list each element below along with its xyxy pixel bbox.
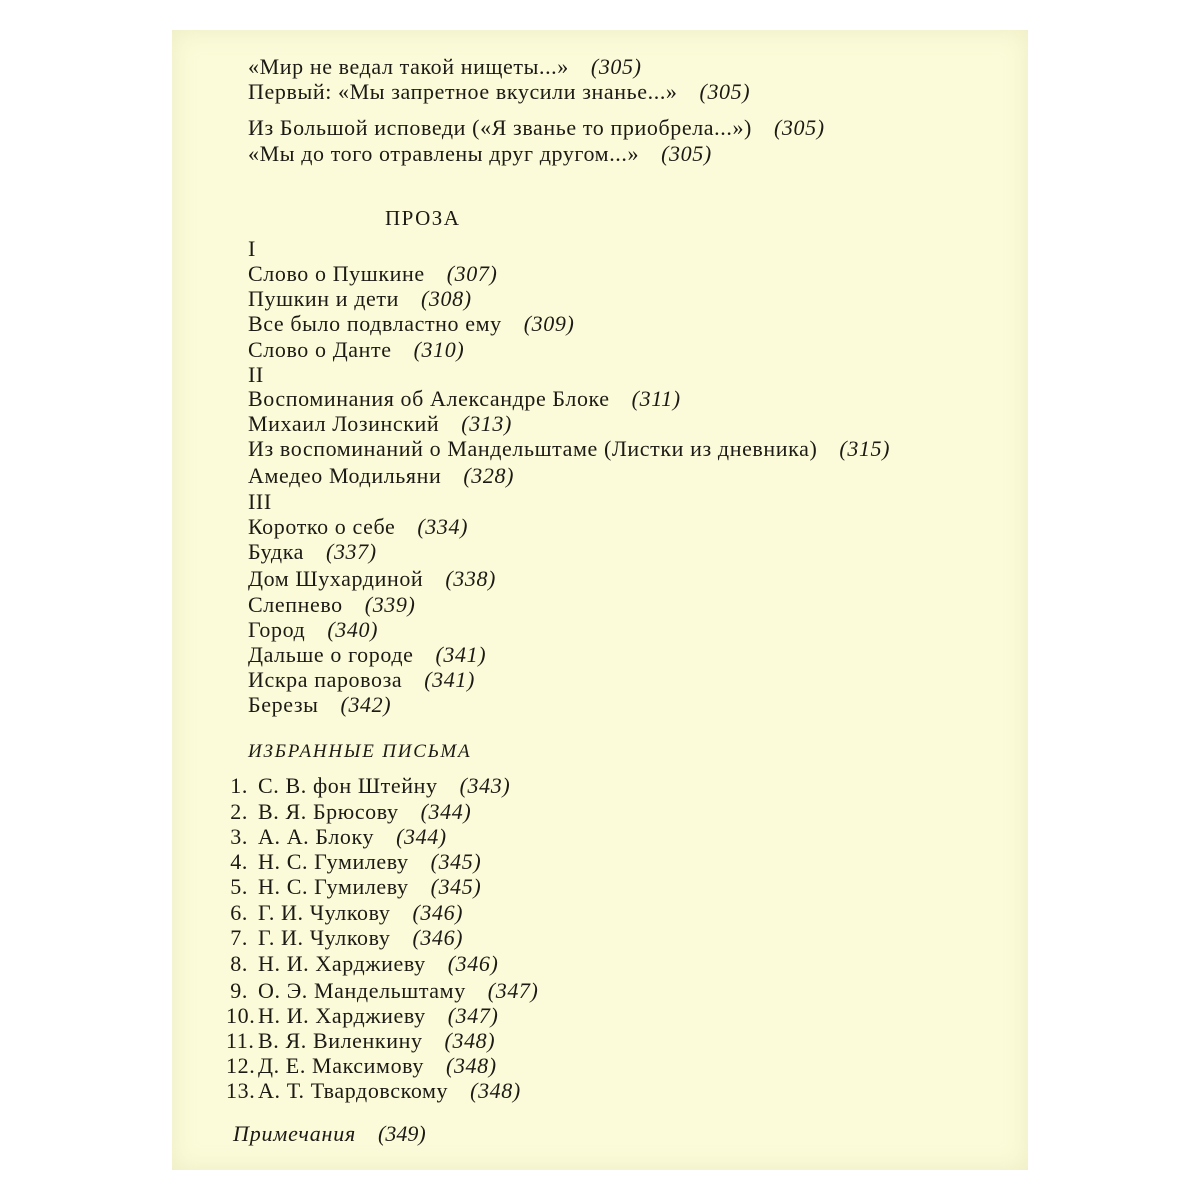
entry-page: (349) <box>378 1121 426 1146</box>
entry-page: (334) <box>417 514 468 539</box>
toc-entry <box>248 642 486 668</box>
entry-page: (315) <box>839 436 891 461</box>
entry-page: (348) <box>444 1028 496 1053</box>
toc-entry <box>248 261 497 287</box>
part-marker: I <box>248 236 256 261</box>
entry-page: (345) <box>430 849 482 874</box>
entry-title: Слово о Данте <box>248 337 392 362</box>
entry-title: Н. И. Харджиеву <box>258 951 426 976</box>
toc-entry <box>248 79 750 105</box>
entry-page: (307) <box>446 261 498 286</box>
toc-entry <box>248 514 468 540</box>
toc-entry <box>248 311 574 337</box>
entry-title: Н. И. Харджиеву <box>258 1003 426 1028</box>
entry-title: Н. С. Гумилеву <box>258 849 409 874</box>
entry-page: (338) <box>445 566 496 591</box>
toc-entry <box>248 286 472 312</box>
entry-number: 8. <box>230 951 248 976</box>
entry-page: (310) <box>413 337 465 362</box>
entry-page: (347) <box>447 1003 499 1028</box>
entry-page: (346) <box>412 900 464 925</box>
entry-title: Искра паровоза <box>248 667 403 692</box>
entry-title: «Мир не ведал такой нищеты...» <box>248 54 569 79</box>
letter-entry <box>226 874 481 900</box>
entry-title: Михаил Лозинский <box>248 411 440 436</box>
entry-page: (341) <box>435 642 487 667</box>
section-heading-prose: ПРОЗА <box>385 206 461 230</box>
toc-entry <box>248 692 391 718</box>
entry-page: (346) <box>412 925 464 950</box>
entry-number: 12. <box>226 1053 256 1078</box>
toc-entry <box>248 411 512 437</box>
letter-entry <box>226 1053 497 1079</box>
entry-number: 7. <box>230 925 248 950</box>
entry-title: Дальше о городе <box>248 642 414 667</box>
entry-title: Будка <box>248 539 305 564</box>
entry-page: (347) <box>487 978 539 1003</box>
entry-page: (328) <box>463 463 515 488</box>
letter-entry <box>226 925 463 951</box>
part-marker: II <box>248 362 264 387</box>
letter-entry <box>226 1028 495 1054</box>
entry-title: Амедео Модильяни <box>248 463 442 488</box>
section-heading-letters: ИЗБРАННЫЕ ПИСЬМА <box>248 741 472 762</box>
entry-page: (345) <box>430 874 482 899</box>
letter-entry <box>226 849 481 875</box>
entry-page: (348) <box>470 1078 521 1103</box>
entry-title: Пушкин и дети <box>248 286 399 311</box>
entry-page: (313) <box>461 411 512 436</box>
letter-entry <box>226 824 447 850</box>
entry-page: (339) <box>364 592 416 617</box>
entry-title: Д. Е. Максимову <box>258 1053 425 1078</box>
letter-entry <box>226 951 498 977</box>
toc-entry <box>248 592 415 618</box>
entry-title: Слепнево <box>248 592 343 617</box>
letter-entry <box>226 799 471 825</box>
entry-page: (305) <box>699 79 751 104</box>
entry-title: Воспоминания об Александре Блоке <box>248 386 610 411</box>
entry-page: (305) <box>590 54 642 79</box>
toc-entry <box>248 337 464 363</box>
letter-entry <box>226 773 510 799</box>
toc-entry <box>248 141 712 167</box>
entry-page: (344) <box>420 799 472 824</box>
entry-title: «Мы до того отравлены друг другом...» <box>248 141 640 166</box>
entry-title: В. Я. Виленкину <box>258 1028 423 1053</box>
entry-number: 6. <box>230 900 248 925</box>
letter-entry <box>226 1078 521 1104</box>
entry-page: (309) <box>523 311 575 336</box>
entry-title: Н. С. Гумилеву <box>258 874 409 899</box>
letter-entry <box>226 900 463 926</box>
toc-entry <box>248 54 642 80</box>
entry-title: Все было подвластно ему <box>248 311 502 336</box>
entry-title: Коротко о себе <box>248 514 396 539</box>
entry-title: Из воспоминаний о Мандельштаме (Листки из дневника) <box>248 436 818 461</box>
entry-title: Примечания <box>233 1121 357 1146</box>
entry-page: (337) <box>326 539 377 564</box>
entry-title: Г. И. Чулкову <box>258 925 391 950</box>
entry-title: Из Большой исповеди («Я званье то приобрела...») <box>248 115 752 140</box>
entry-page: (344) <box>396 824 447 849</box>
entry-number: 11. <box>226 1028 255 1053</box>
entry-title: О. Э. Мандельштаму <box>258 978 466 1003</box>
entry-title: Г. И. Чулкову <box>258 900 391 925</box>
entry-number: 5. <box>230 874 248 899</box>
entry-page: (346) <box>447 951 499 976</box>
toc-entry <box>248 667 475 693</box>
entry-title: Первый: «Мы запретное вкусили знанье...» <box>248 79 678 104</box>
notes-entry <box>233 1121 426 1147</box>
entry-title: А. А. Блоку <box>258 824 375 849</box>
entry-page: (308) <box>420 286 472 311</box>
letter-entry <box>226 1003 498 1029</box>
toc-entry <box>248 566 496 592</box>
entry-number: 13. <box>226 1078 256 1103</box>
entry-page: (342) <box>340 692 392 717</box>
entry-title: Дом Шухардиной <box>248 566 424 591</box>
entry-number: 4. <box>230 849 248 874</box>
entry-title: Город <box>248 617 306 642</box>
entry-page: (348) <box>446 1053 497 1078</box>
toc-entry <box>248 617 378 643</box>
entry-title: В. Я. Брюсову <box>258 799 399 824</box>
entry-number: 3. <box>230 824 248 849</box>
entry-title: А. Т. Твардовскому <box>258 1078 449 1103</box>
toc-entry <box>248 539 377 565</box>
toc-entry <box>248 115 825 141</box>
entry-title: С. В. фон Штейну <box>258 773 438 798</box>
toc-entry <box>248 436 890 462</box>
entry-page: (305) <box>773 115 825 140</box>
entry-page: (343) <box>459 773 511 798</box>
entry-page: (305) <box>661 141 712 166</box>
entry-number: 1. <box>230 773 248 798</box>
letter-entry <box>226 978 538 1004</box>
entry-number: 2. <box>230 799 248 824</box>
entry-title: Березы <box>248 692 319 717</box>
entry-page: (340) <box>327 617 379 642</box>
toc-entry <box>248 386 681 412</box>
entry-title: Слово о Пушкине <box>248 261 425 286</box>
part-marker: III <box>248 489 272 514</box>
entry-number: 9. <box>230 978 248 1003</box>
toc-entry <box>248 463 514 489</box>
entry-page: (311) <box>631 386 681 411</box>
entry-page: (341) <box>424 667 475 692</box>
entry-number: 10. <box>226 1003 256 1028</box>
